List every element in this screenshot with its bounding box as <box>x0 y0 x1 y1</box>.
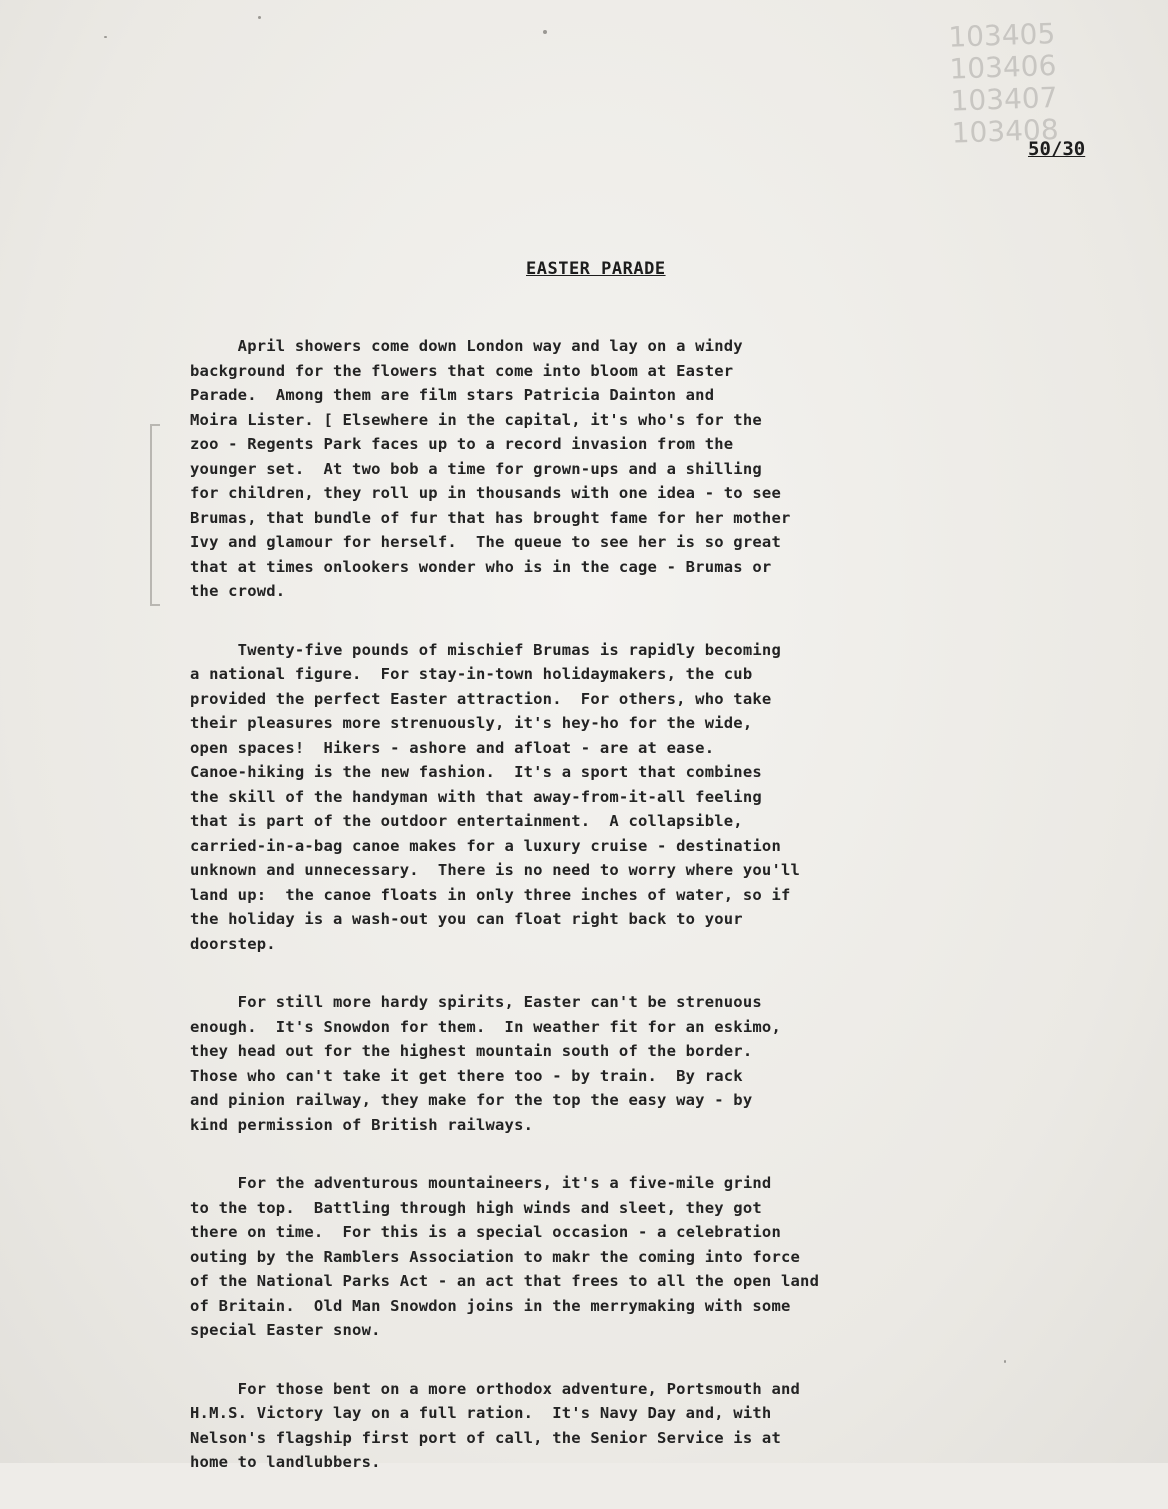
paragraph-2 <box>190 638 1010 957</box>
text-line: a national figure. For stay-in-town holidaymakers, the cub <box>190 665 753 683</box>
text-line: for children, they roll up in thousands with one idea - to see <box>190 484 781 502</box>
paragraph-1 <box>190 334 1010 604</box>
text-line: kind permission of British railways. <box>190 1115 534 1134</box>
paragraph-4 <box>190 1171 1010 1343</box>
text-line: provided the perfect Easter attraction. For others, who take <box>190 689 772 708</box>
paper-speck <box>258 16 261 19</box>
text-line: Nelson's flagship first port of call, the Senior Service is at <box>190 1428 781 1447</box>
paper-speck <box>543 30 547 34</box>
text-line: the skill of the handyman with that away-from-it-all feeling <box>190 787 762 806</box>
text-line: open spaces! Hikers - ashore and afloat - are at ease. <box>190 738 715 757</box>
text-line: to the top. Battling through high winds and sleet, they got <box>190 1198 762 1217</box>
text-line: enough. It's Snowdon for them. In weather fit for an eskimo, <box>190 1017 781 1036</box>
text-line: there on time. For this is a special occasion - a celebration <box>190 1223 781 1241</box>
text-line: Moira Lister. [ Elsewhere in the capital, it's who's for the <box>190 410 762 429</box>
text-line: carried-in-a-bag canoe makes for a luxury cruise - destination <box>190 836 781 855</box>
text-line: younger set. At two bob a time for grown-ups and a shilling <box>190 459 762 478</box>
text-line: zoo - Regents Park faces up to a record invasion from the <box>190 435 734 453</box>
text-line: background for the flowers that come into bloom at Easter <box>190 361 734 380</box>
text-line: Canoe-hiking is the new fashion. It's a sport that combines <box>190 763 762 781</box>
archive-reference-marks <box>948 14 1162 149</box>
text-line: April showers come down London way and lay on a windy <box>190 337 743 355</box>
archive-mark: 103406 <box>948 48 1057 86</box>
text-line: they head out for the highest mountain south of the border. <box>190 1042 753 1060</box>
text-line: Parade. Among them are film stars Patricia Dainton and <box>190 386 715 404</box>
text-line: special Easter snow. <box>190 1321 381 1339</box>
archive-mark: 103408 <box>951 112 1060 150</box>
text-line: For the adventurous mountaineers, it's a five-mile grind <box>190 1174 772 1192</box>
document-body <box>190 334 1010 1509</box>
paragraph-5 <box>190 1377 1010 1475</box>
text-line: For still more hardy spirits, Easter can't be strenuous <box>190 993 762 1011</box>
text-line: and pinion railway, they make for the top the easy way - by <box>190 1091 753 1109</box>
text-line: H.M.S. Victory lay on a full ration. It's Navy Day and, with <box>190 1404 772 1422</box>
margin-bracket-mark <box>150 424 160 606</box>
text-line: Twenty-five pounds of mischief Brumas is rapidly becoming <box>190 640 781 659</box>
text-line: Brumas, that bundle of fur that has brought fame for her mother <box>190 508 791 527</box>
text-line: home to landlubbers. <box>190 1453 381 1471</box>
text-line: of Britain. Old Man Snowdon joins in the merrymaking with some <box>190 1296 791 1315</box>
text-line: the holiday is a wash-out you can float right back to your <box>190 910 743 928</box>
text-line: that is part of the outdoor entertainment. A collapsible, <box>190 812 743 830</box>
text-line: that at times onlookers wonder who is in the cage - Brumas or <box>190 557 772 576</box>
paragraph-3 <box>190 990 1010 1137</box>
text-line: Those who can't take it get there too - by train. By rack <box>190 1066 743 1085</box>
text-line: of the National Parks Act - an act that frees to all the open land <box>190 1272 820 1290</box>
text-line: their pleasures more strenuously, it's hey-ho for the wide, <box>190 714 753 732</box>
text-line: Ivy and glamour for herself. The queue to see her is so great <box>190 533 781 551</box>
archive-mark: 103405 <box>947 16 1056 54</box>
text-line: For those bent on a more orthodox adventure, Portsmouth and <box>190 1379 801 1398</box>
reference-number: 50/30 <box>1028 138 1086 160</box>
archive-mark: 103407 <box>950 80 1059 118</box>
text-line: outing by the Ramblers Association to makr the coming into force <box>190 1247 801 1266</box>
text-line: doorstep. <box>190 934 276 953</box>
text-line: land up: the canoe floats in only three inches of water, so if <box>190 885 791 904</box>
text-line: the crowd. <box>190 582 286 600</box>
paper-speck <box>104 36 107 38</box>
text-line: unknown and unnecessary. There is no need to worry where you'll <box>190 861 801 879</box>
document-title: EASTER PARADE <box>526 259 666 279</box>
paper-speck <box>1004 1360 1006 1363</box>
